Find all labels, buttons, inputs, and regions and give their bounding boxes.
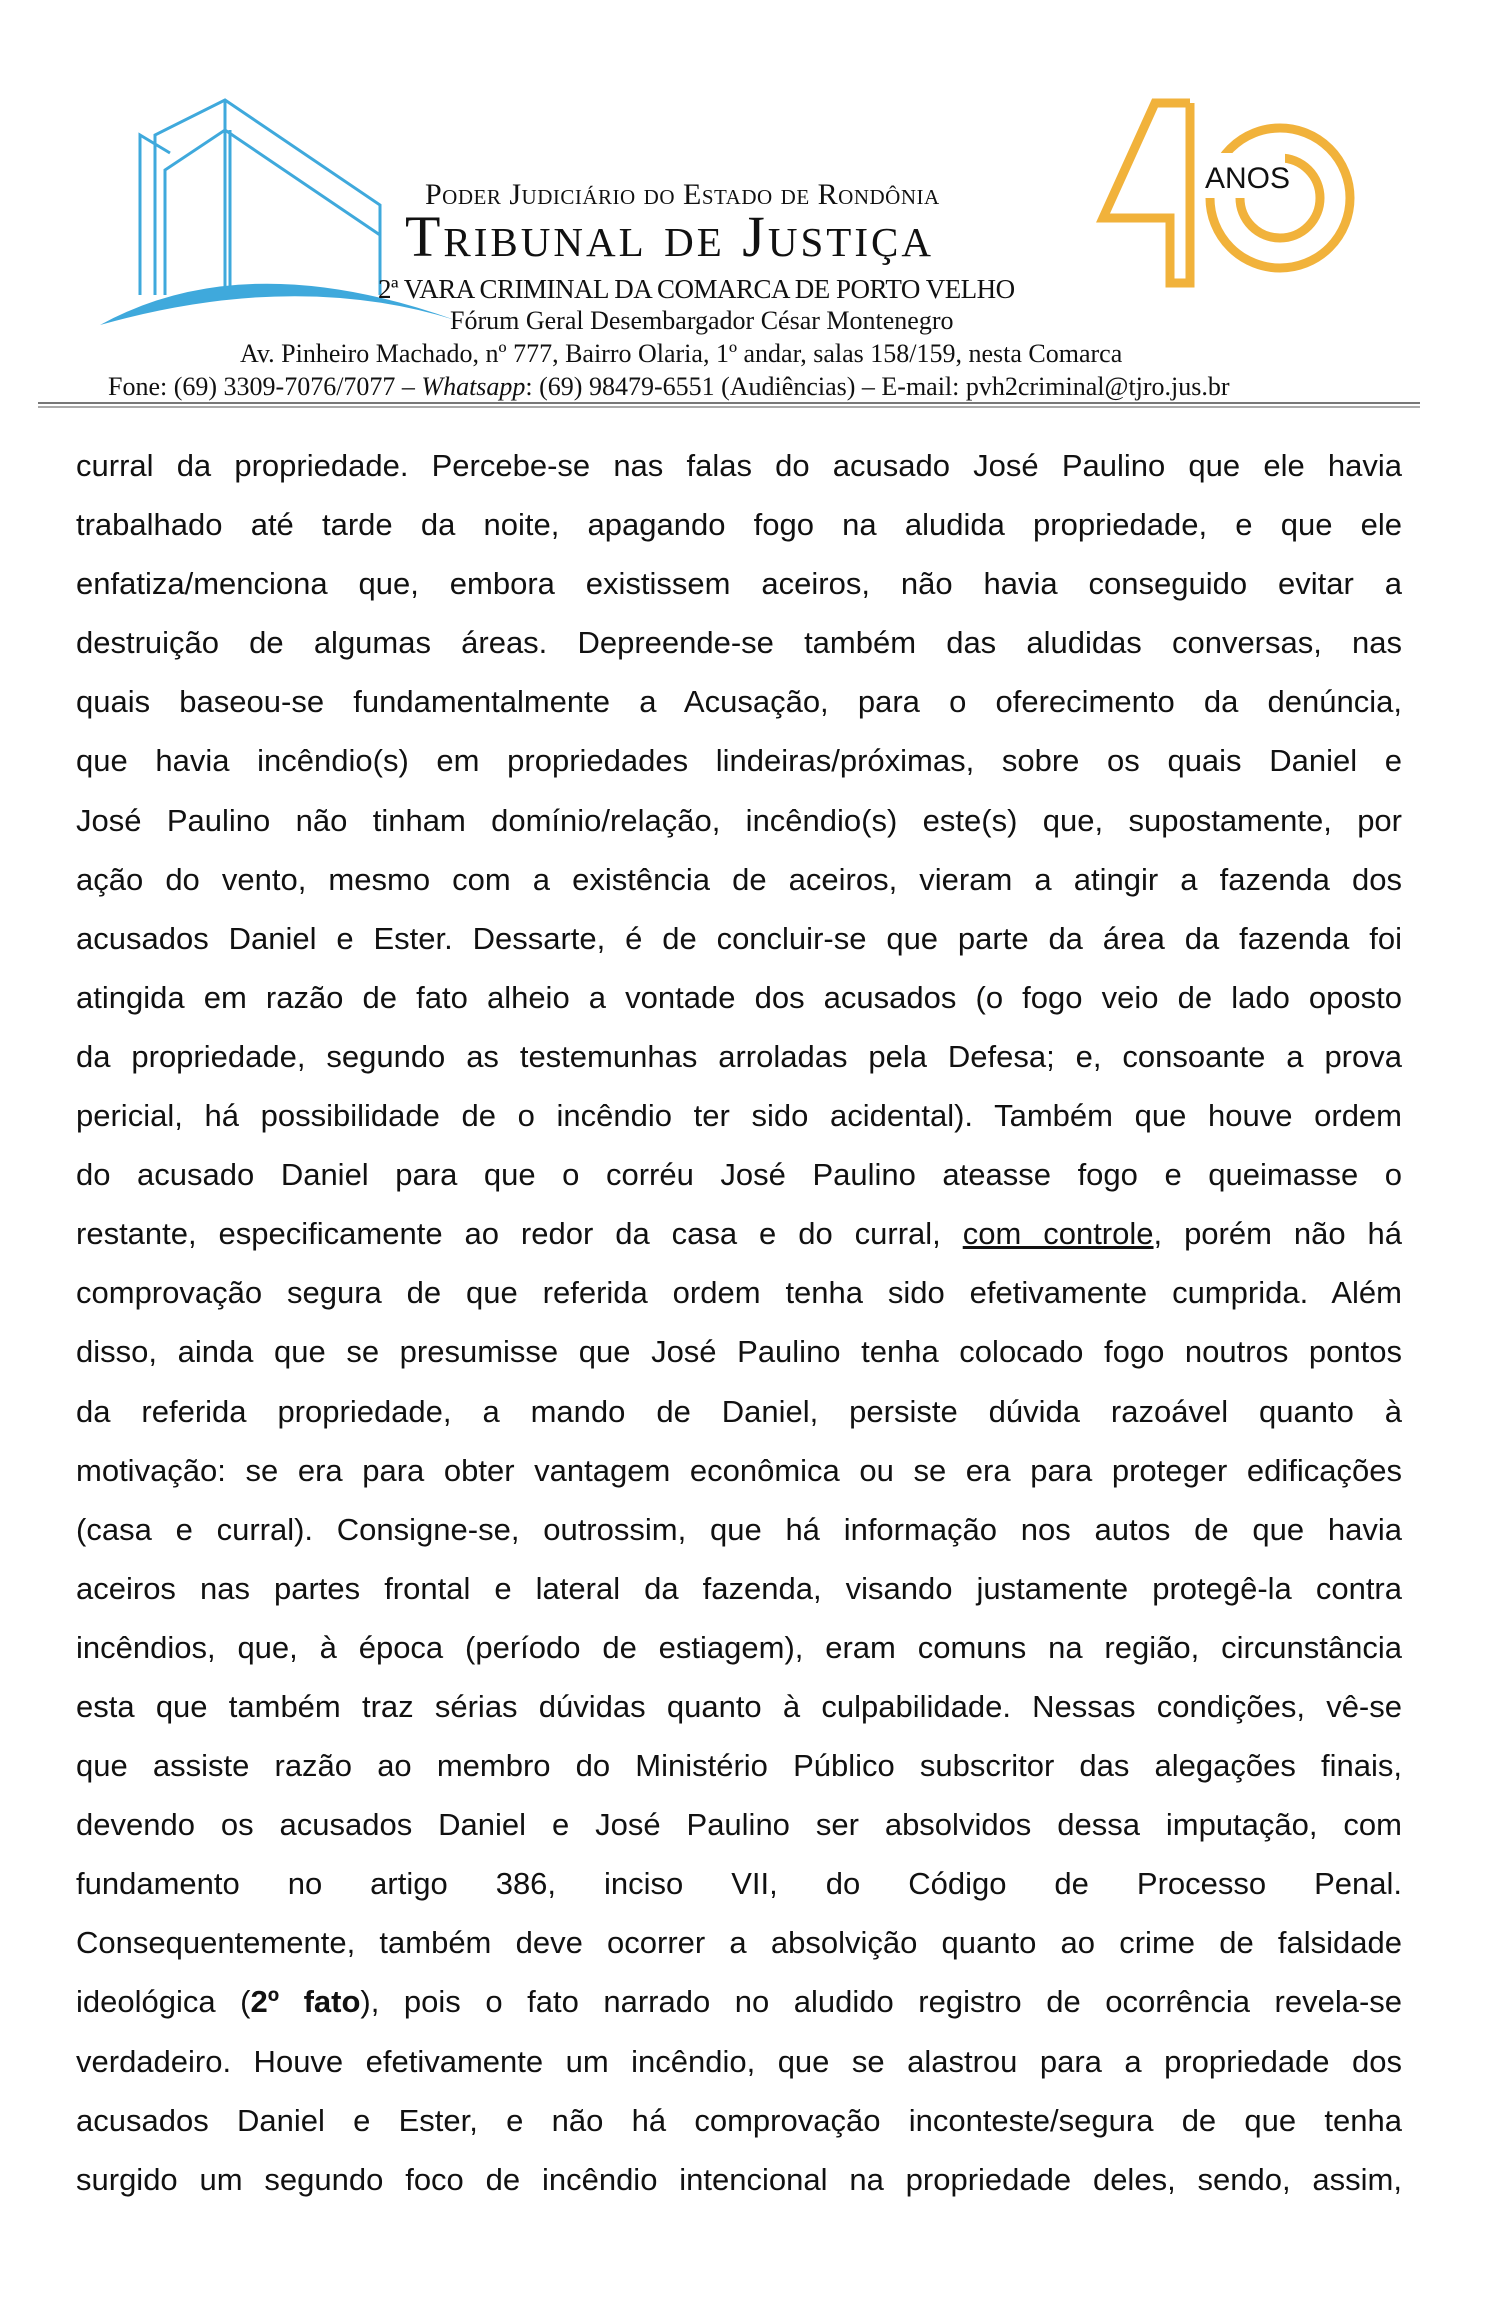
text-line: aceiros nas partes frontal e lateral da fazenda, visando justamente protegê-la contra <box>76 1570 1402 1606</box>
text-line: enfatiza/menciona que, embora existissem aceiros, não havia conseguido evitar a <box>76 566 1402 602</box>
whatsapp-email: : (69) 98479-6551 (Audiências) – E-mail: pvh2criminal@tjro.jus.br <box>525 372 1230 401</box>
text-segment: ), pois o fato narrado no aludido registro de ocorrência revela-se <box>360 1984 1403 2020</box>
text-segment: , porém não há <box>1153 1216 1403 1252</box>
text-line: da referida propriedade, a mando de Daniel, persiste dúvida razoável quanto à <box>76 1393 1402 1429</box>
contact-line <box>108 372 1230 402</box>
text-line: que assiste razão ao membro do Ministério Público subscritor das alegações finais, <box>76 1748 1402 1784</box>
text-line: que havia incêndio(s) em propriedades lindeiras/próximas, sobre os quais Daniel e <box>76 743 1402 779</box>
text-line: acusados Daniel e Ester, e não há comprovação inconteste/segura de que tenha <box>76 2102 1402 2138</box>
text-line: curral da propriedade. Percebe-se nas falas do acusado José Paulino que ele havia <box>76 448 1402 483</box>
text-line: da propriedade, segundo as testemunhas arroladas pela Defesa; e, consoante a prova <box>76 1038 1402 1074</box>
header-divider-secondary <box>38 406 1420 408</box>
text-line: José Paulino não tinham domínio/relação, incêndio(s) este(s) que, supostamente, por <box>76 802 1402 838</box>
text-line: (casa e curral). Consigne-se, outrossim, que há informação nos autos de que havia <box>76 1511 1402 1547</box>
text-line: do acusado Daniel para que o corréu José Paulino ateasse fogo e queimasse o <box>76 1157 1402 1193</box>
text-line: trabalhado até tarde da noite, apagando fogo na aludida propriedade, e que ele <box>76 507 1402 543</box>
division-name: 2ª VARA CRIMINAL DA COMARCA DE PORTO VELHO <box>378 274 1015 304</box>
text-segment: ideológica ( <box>76 1984 251 2020</box>
text-line: devendo os acusados Daniel e José Paulino ser absolvidos dessa imputação, com <box>76 1807 1402 1843</box>
letterhead <box>0 0 1500 420</box>
text-line: destruição de algumas áreas. Depreende-se também das aludidas conversas, nas <box>76 625 1402 661</box>
text-line: ação do vento, mesmo com a existência de aceiros, vieram a atingir a fazenda dos <box>76 861 1402 897</box>
text-line: disso, ainda que se presumisse que José Paulino tenha colocado fogo noutros pontos <box>76 1334 1402 1370</box>
text-segment: restante, especificamente ao redor da casa e do curral, <box>76 1216 963 1252</box>
text-line: quais baseou-se fundamentalmente a Acusação, para o oferecimento da denúncia, <box>76 684 1402 720</box>
text-line <box>76 1972 1402 2031</box>
text-line: incêndios, que, à época (período de estiagem), eram comuns na região, circunstância <box>76 1629 1402 1665</box>
text-line: fundamento no artigo 386, inciso VII, do Código de Processo Penal. <box>76 1866 1402 1902</box>
phone: Fone: (69) 3309-7076/7077 – <box>108 372 422 401</box>
address: Av. Pinheiro Machado, nº 777, Bairro Olaria, 1º andar, salas 158/159, nesta Comarca <box>240 339 1123 368</box>
tribunal-title: Tribunal de Justiça <box>405 204 934 269</box>
text-line: pericial, há possibilidade de o incêndio ter sido acidental). Também que houve ordem <box>76 1098 1402 1134</box>
whatsapp-label: Whatsapp <box>421 372 526 401</box>
40-anos-emblem <box>1095 98 1365 288</box>
anos-label: ANOS <box>1205 162 1291 195</box>
text-line: motivação: se era para obter vantagem econômica ou se era para proteger edificações <box>76 1452 1402 1488</box>
court-name: Poder Judiciário do Estado de Rondônia <box>425 178 940 211</box>
forum-name: Fórum Geral Desembargador César Montenegro <box>450 306 954 335</box>
text-line: comprovação segura de que referida ordem tenha sido efetivamente cumprida. Além <box>76 1275 1402 1311</box>
text-line: surgido um segundo foco de incêndio intencional na propriedade deles, sendo, assim, <box>76 2161 1402 2197</box>
text-line: acusados Daniel e Ester. Dessarte, é de concluir-se que parte da área da fazenda foi <box>76 920 1402 956</box>
text-line: Consequentemente, também deve ocorrer a absolvição quanto ao crime de falsidade <box>76 1925 1402 1961</box>
bold-text: 2º fato <box>250 1984 361 2020</box>
text-line <box>76 1204 1402 1263</box>
text-line: atingida em razão de fato alheio a vontade dos acusados (o fogo veio de lado oposto <box>76 979 1402 1015</box>
text-line: verdadeiro. Houve efetivamente um incêndio, que se alastrou para a propriedade dos <box>76 2043 1402 2079</box>
text-line: esta que também traz sérias dúvidas quanto à culpabilidade. Nessas condições, vê-se <box>76 1688 1402 1724</box>
document-body <box>76 436 1402 2209</box>
header-divider <box>38 402 1420 404</box>
underlined-text: com controle <box>962 1216 1154 1252</box>
